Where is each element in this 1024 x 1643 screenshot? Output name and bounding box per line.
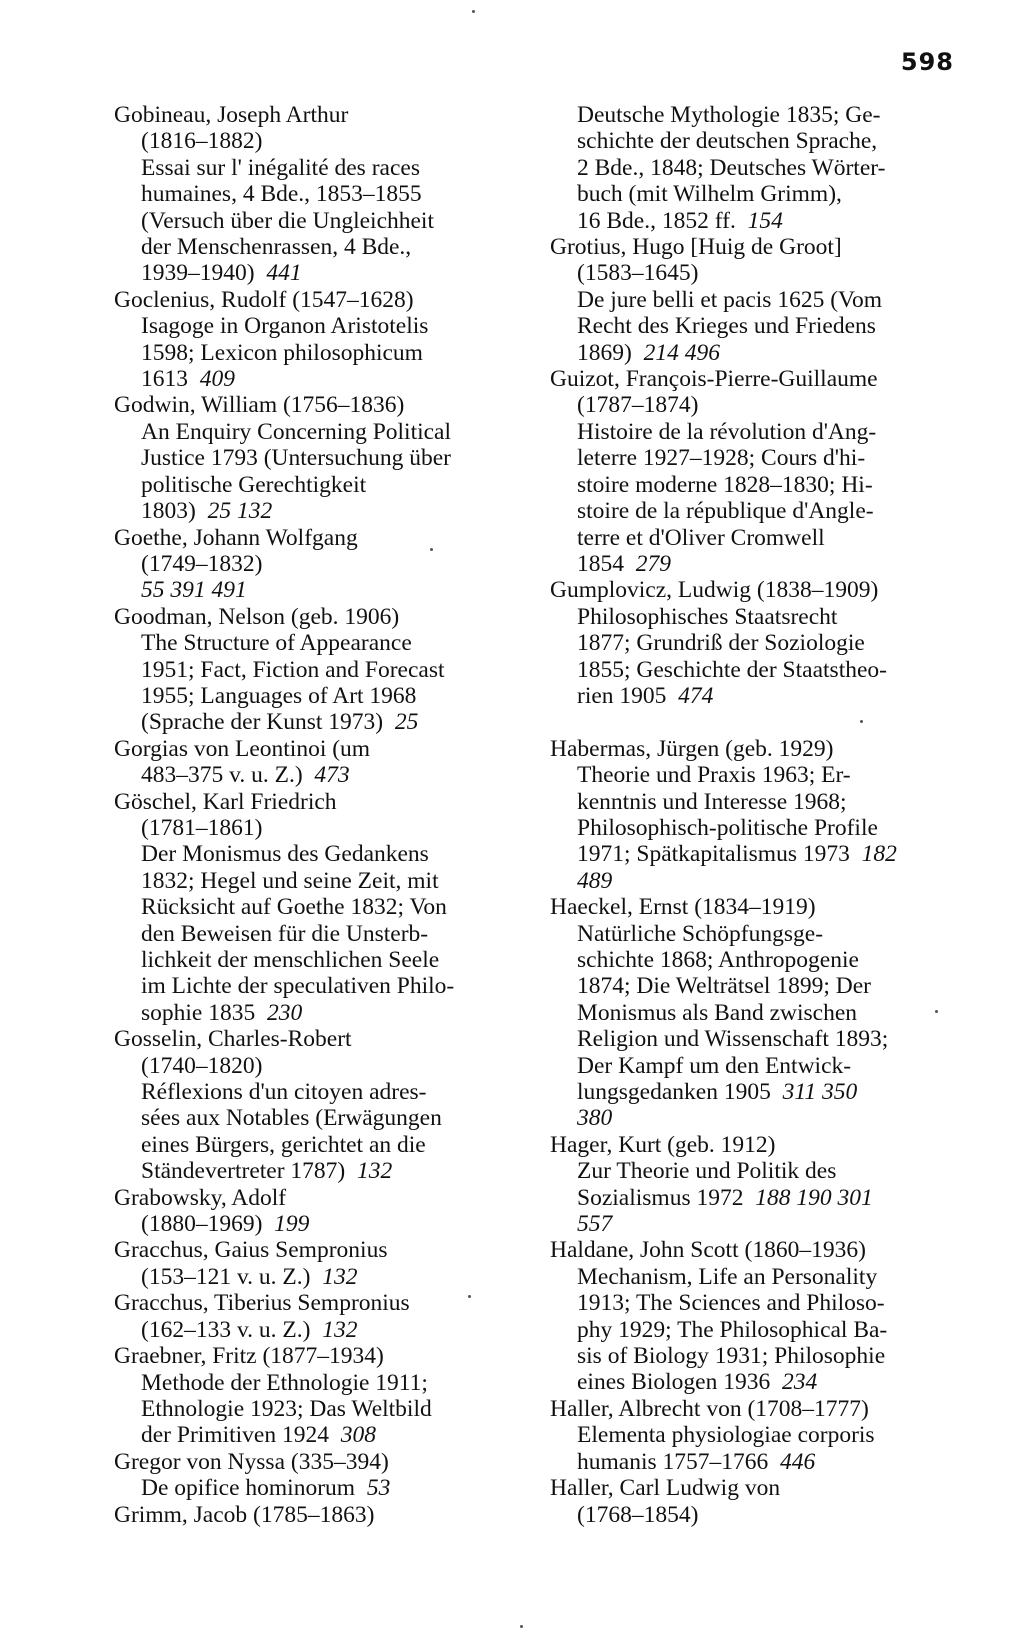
entry-line: (1768–1854) — [577, 1501, 699, 1528]
entry-line: 1951; Fact, Fiction and Forecast — [141, 656, 445, 683]
index-entry — [114, 1449, 514, 1502]
entry-line: (1816–1882) — [141, 128, 263, 155]
entry-line: 1855; Geschichte der Staatstheo- — [577, 656, 887, 683]
entry-line: sophie 1835 230 — [141, 999, 303, 1026]
entry-line: Natürliche Schöpfungsge- — [577, 920, 824, 947]
entry-heading: Grimm, Jacob (1785–1863) — [114, 1501, 375, 1528]
entry-heading: Haller, Carl Ludwig von — [550, 1475, 781, 1502]
page-references: 234 — [770, 1369, 818, 1396]
index-entry — [114, 287, 514, 393]
entry-line: politische Gerechtigkeit — [141, 471, 367, 498]
entry-line: 1803) 25 132 — [141, 498, 273, 525]
page-references: 279 — [624, 550, 671, 577]
entry-line: Justice 1793 (Untersuchung über — [141, 445, 451, 472]
entry-line: leterre 1927–1928; Cours d'hi- — [577, 445, 866, 472]
entry-line: 1971; Spätkapitalismus 1973 182 — [577, 841, 897, 868]
print-speck — [430, 548, 433, 551]
print-speck — [520, 1625, 523, 1628]
entry-line: The Structure of Appearance — [141, 630, 412, 657]
print-speck — [860, 720, 863, 723]
print-speck — [472, 10, 475, 13]
page-references: 311 350 — [770, 1079, 858, 1106]
index-entry — [114, 736, 514, 789]
entry-line: Essai sur l' inégalité des races — [141, 154, 420, 181]
entry-heading: Gumplovicz, Ludwig (1838–1909) — [550, 577, 879, 604]
entry-line: 1613 409 — [141, 366, 235, 393]
entry-heading: Göschel, Karl Friedrich — [114, 788, 337, 815]
entry-line: eines Bürgers, gerichtet an die — [141, 1131, 426, 1158]
entry-line: lungsgedanken 1905 311 350 — [577, 1079, 858, 1106]
page-references: 474 — [666, 682, 714, 709]
index-entry — [550, 894, 970, 1132]
entry-line: kenntnis und Interesse 1968; — [577, 788, 847, 815]
page-references: 132 — [345, 1158, 393, 1185]
entry-line — [114, 577, 514, 603]
entry-line: Histoire de la révolution d'Ang- — [577, 418, 877, 445]
entry-line: Monismus als Band zwischen — [577, 999, 858, 1026]
page-references: 132 — [310, 1316, 358, 1343]
page-number: 598 — [900, 48, 954, 76]
page-references: 308 — [328, 1422, 376, 1449]
entry-line: Mechanism, Life an Personality — [577, 1263, 878, 1290]
print-speck — [468, 1295, 471, 1298]
entry-heading: Grabowsky, Adolf — [114, 1184, 287, 1211]
page-references: 55 391 491 — [141, 577, 247, 604]
index-entry — [114, 789, 514, 1027]
page-references: 214 496 — [631, 339, 720, 366]
index-entry — [114, 1237, 514, 1290]
entry-line: (1787–1874) — [577, 392, 699, 419]
entry-line — [550, 1105, 970, 1131]
entry-heading: Goodman, Nelson (geb. 1906) — [114, 603, 400, 630]
page-references: 446 — [768, 1448, 816, 1475]
entry-heading: Graebner, Fritz (1877–1934) — [114, 1343, 384, 1370]
entry-line: Ethnologie 1923; Das Weltbild — [141, 1395, 432, 1422]
index-entry — [114, 392, 514, 524]
index-entry — [114, 1343, 514, 1449]
index-entry — [114, 1185, 514, 1238]
entry-line: stoire de la république d'Angle- — [577, 498, 874, 525]
entry-heading: Haeckel, Ernst (1834–1919) — [550, 894, 816, 921]
page-references: 25 132 — [195, 498, 273, 525]
entry-heading: Gosselin, Charles-Robert — [114, 1026, 352, 1053]
entry-line: der Primitiven 1924 308 — [141, 1422, 376, 1449]
page-references: 25 — [383, 709, 419, 736]
entry-line: (Sprache der Kunst 1973) 25 — [141, 709, 419, 736]
entry-heading: Gracchus, Tiberius Sempronius — [114, 1290, 410, 1317]
entry-line: Elementa physiologiae corporis — [577, 1422, 875, 1449]
page-references: 199 — [262, 1211, 310, 1238]
index-entry — [114, 1026, 514, 1184]
entry-line: im Lichte der speculativen Philo- — [141, 973, 455, 1000]
index-entry — [114, 1290, 514, 1343]
entry-line: (1740–1820) — [141, 1052, 263, 1079]
print-speck — [935, 1010, 938, 1013]
page-references: 53 — [355, 1475, 391, 1502]
index-entry — [550, 1396, 970, 1475]
entry-line: phy 1929; The Philosophical Ba- — [577, 1316, 888, 1343]
index-entry — [114, 102, 514, 287]
page-references: 473 — [302, 762, 350, 789]
entry-line: schichte 1868; Anthropogenie — [577, 946, 859, 973]
index-entry — [550, 577, 970, 709]
entry-line: Religion und Wissenschaft 1893; — [577, 1026, 889, 1053]
entry-line: Methode der Ethnologie 1911; — [141, 1369, 428, 1396]
entry-line: (1880–1969) 199 — [141, 1211, 310, 1238]
entry-line: 1913; The Sciences and Philoso- — [577, 1290, 885, 1317]
entry-line: eines Biologen 1936 234 — [577, 1369, 818, 1396]
entry-line: terre et d'Oliver Cromwell — [577, 524, 825, 551]
entry-line — [550, 868, 970, 894]
entry-line: sées aux Notables (Erwägungen — [141, 1105, 442, 1132]
entry-line: humanis 1757–1766 446 — [577, 1448, 816, 1475]
entry-line: 1854 279 — [577, 550, 671, 577]
entry-heading: Hager, Kurt (geb. 1912) — [550, 1131, 776, 1158]
entry-line: (1583–1645) — [577, 260, 699, 287]
entry-line: De opifice hominorum 53 — [141, 1475, 391, 1502]
entry-line — [550, 1211, 970, 1237]
entry-heading: Gorgias von Leontinoi (um — [114, 735, 371, 762]
entry-heading: Gregor von Nyssa (335–394) — [114, 1448, 389, 1475]
page-references: 154 — [735, 207, 783, 234]
entry-line: humaines, 4 Bde., 1853–1855 — [141, 181, 422, 208]
page-references: 489 — [577, 867, 613, 894]
entry-line: 1939–1940) 441 — [141, 260, 302, 287]
entry-line: Recht des Krieges und Friedens — [577, 313, 876, 340]
entry-line: Rücksicht auf Goethe 1832; Von — [141, 894, 447, 921]
entry-line: (162–133 v. u. Z.) 132 — [141, 1316, 358, 1343]
index-column-left — [114, 102, 514, 1528]
entry-line: den Beweisen für die Unsterb- — [141, 920, 429, 947]
entry-line: der Menschenrassen, 4 Bde., — [141, 234, 412, 261]
entry-line: 16 Bde., 1852 ff. 154 — [577, 207, 783, 234]
entry-heading: Gracchus, Gaius Sempronius — [114, 1237, 388, 1264]
entry-line: schichte der deutschen Sprache, — [577, 128, 878, 155]
entry-line: 1874; Die Welträtsel 1899; Der — [577, 973, 871, 1000]
entry-line: (Versuch über die Ungleichheit — [141, 207, 434, 234]
entry-line: Der Monismus des Gedankens — [141, 841, 429, 868]
page-references: 132 — [310, 1263, 358, 1290]
entry-line: buch (mit Wilhelm Grimm), — [577, 181, 842, 208]
page-references: 441 — [254, 260, 302, 287]
entry-line: rien 1905 474 — [577, 682, 714, 709]
index-entry — [550, 1237, 970, 1395]
page-references: 188 190 301 — [743, 1184, 873, 1211]
entry-heading: Goclenius, Rudolf (1547–1628) — [114, 286, 414, 313]
entry-heading: Haldane, John Scott (1860–1936) — [550, 1237, 866, 1264]
index-entry — [550, 234, 970, 366]
entry-line: 1832; Hegel und seine Zeit, mit — [141, 867, 439, 894]
index-entry — [550, 1132, 970, 1238]
entry-line: Philosophisches Staatsrecht — [577, 603, 838, 630]
page-references: 230 — [255, 999, 303, 1026]
entry-line: lichkeit der menschlichen Seele — [141, 947, 440, 973]
entry-heading: Gobineau, Joseph Arthur — [114, 102, 349, 128]
index-entry — [114, 525, 514, 604]
entry-line: De jure belli et pacis 1625 (Vom — [577, 286, 882, 313]
index-entry — [550, 736, 970, 894]
entry-line: 2 Bde., 1848; Deutsches Wörter- — [577, 154, 886, 181]
entry-line: stoire moderne 1828–1830; Hi- — [577, 471, 873, 498]
page-references: 557 — [577, 1211, 613, 1238]
page-references: 182 — [849, 841, 897, 868]
entry-heading: Goethe, Johann Wolfgang — [114, 524, 358, 551]
entry-line: 483–375 v. u. Z.) 473 — [141, 762, 350, 789]
entry-line: Philosophisch-politische Profile — [577, 814, 878, 841]
entry-line: Der Kampf um den Entwick- — [577, 1052, 852, 1079]
entry-line: (1781–1861) — [141, 814, 263, 841]
entry-line: (153–121 v. u. Z.) 132 — [141, 1263, 358, 1290]
entry-heading: Habermas, Jürgen (geb. 1929) — [550, 735, 834, 762]
index-entry — [550, 102, 970, 234]
entry-line: Réflexions d'un citoyen adres- — [141, 1079, 427, 1106]
entry-line: Ständevertreter 1787) 132 — [141, 1158, 393, 1185]
entry-heading: Grotius, Hugo [Huig de Groot] — [550, 234, 842, 261]
entry-line: An Enquiry Concerning Political — [141, 418, 452, 445]
entry-line: 1877; Grundriß der Soziologie — [577, 630, 865, 657]
entry-heading: Haller, Albrecht von (1708–1777) — [550, 1395, 869, 1422]
index-entry — [550, 366, 970, 577]
entry-line: Deutsche Mythologie 1835; Ge- — [577, 102, 881, 128]
index-entry — [550, 1475, 970, 1528]
entry-line: Zur Theorie und Politik des — [577, 1158, 837, 1185]
entry-line: Theorie und Praxis 1963; Er- — [577, 762, 851, 789]
entry-heading: Godwin, William (1756–1836) — [114, 392, 405, 419]
entry-heading: Guizot, François-Pierre-Guillaume — [550, 366, 878, 393]
entry-line: Isagoge in Organon Aristotelis — [141, 313, 429, 340]
entry-line: 1955; Languages of Art 1968 — [141, 682, 417, 709]
index-entry — [114, 604, 514, 736]
entry-line: 1869) 214 496 — [577, 339, 720, 366]
entry-line: 1598; Lexicon philosophicum — [141, 339, 423, 366]
page-references: 380 — [577, 1105, 613, 1132]
index-entry — [114, 1502, 514, 1528]
entry-line: Sozialismus 1972 188 190 301 — [577, 1184, 873, 1211]
page-references: 409 — [188, 366, 235, 393]
index-column-right — [550, 102, 970, 1528]
entry-line: (1749–1832) — [141, 550, 263, 577]
entry-line: sis of Biology 1931; Philosophie — [577, 1343, 886, 1370]
